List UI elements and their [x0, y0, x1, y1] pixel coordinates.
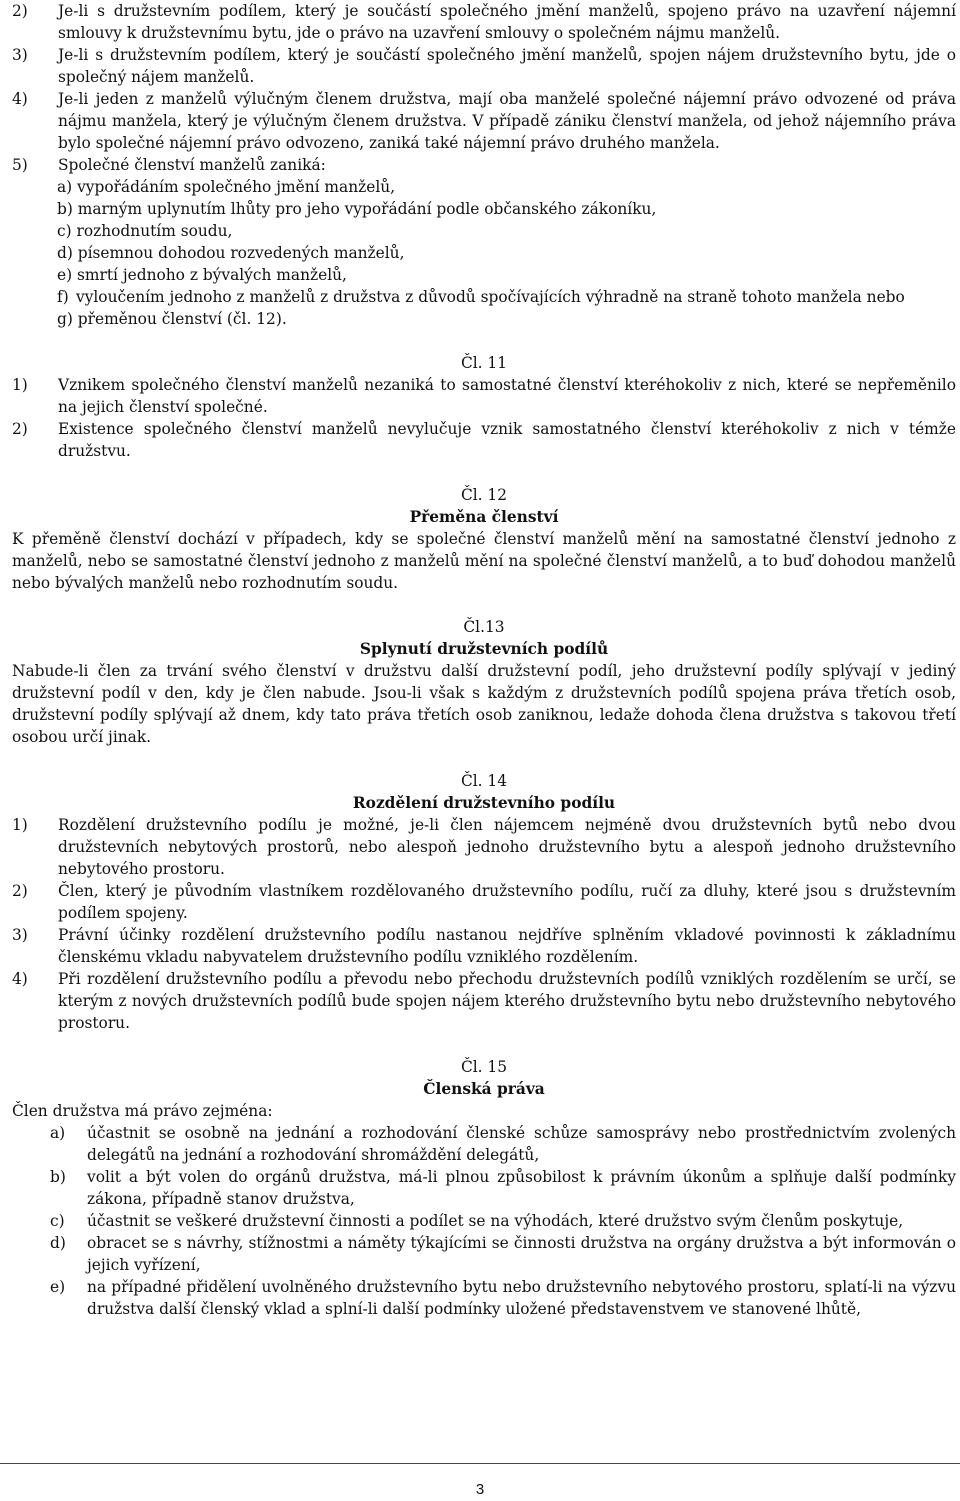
rights-label: a): [50, 1124, 66, 1142]
article-title: Rozdělení družstevního podílu: [352, 794, 616, 812]
item-number: 2): [12, 2, 28, 20]
sub-item-text: vyloučením jednoho z manželů z družstva z důvodů spočívajících výhradně na straně tohoto manžela nebo: [76, 288, 905, 306]
item-number: 4): [12, 970, 28, 988]
item-number: 2): [12, 882, 28, 900]
list-item: [12, 968, 956, 1034]
item-text: Vznikem společného členství manželů nezaniká to samostatné členství kteréhokoliv z nich, které se nepřeměnilo na jejich členství společné.: [58, 376, 956, 416]
rights-text: účastnit se veškeré družstevní činnosti a podílet se na výhodách, které družstvo svým členům poskytuje,: [87, 1212, 904, 1230]
list-item: [12, 418, 956, 462]
article-title: Přeměna členství: [409, 508, 559, 526]
item-number: 2): [12, 420, 28, 438]
list-item: [12, 880, 956, 924]
sub-item: b) marným uplynutím lhůty pro jeho vypořádání podle občanského zákoníku,: [57, 200, 657, 218]
rights-label: e): [50, 1278, 66, 1296]
list-item: [12, 924, 956, 968]
item-text: Existence společného členství manželů nevylučuje vznik samostatného členství kteréhokoliv z nich v témže družstvu.: [58, 420, 956, 460]
sub-item: d) písemnou dohodou rozvedených manželů,: [57, 244, 405, 262]
item-number: 3): [12, 926, 28, 944]
article-heading: Čl. 15: [460, 1058, 508, 1076]
list-item: [12, 88, 956, 154]
list-item: [12, 154, 956, 176]
article-title: Splynutí družstevních podílů: [359, 640, 609, 658]
list-item: [12, 44, 956, 88]
item-text: Společné členství manželů zaniká:: [58, 156, 326, 174]
sub-item: [12, 286, 956, 308]
article-heading: Čl. 11: [460, 354, 508, 372]
rights-item: [12, 1276, 956, 1320]
sub-item: a) vypořádáním společného jmění manželů,: [57, 178, 396, 196]
page-number: 3: [475, 1481, 485, 1498]
rights-item: [12, 1122, 956, 1166]
item-text: Člen, který je původním vlastníkem rozdělovaného družstevního podílu, ručí za dluhy, které jsou s družstevním podílem spojeny.: [58, 882, 956, 922]
article-heading: Čl. 12: [460, 486, 508, 504]
article-heading: Čl. 14: [460, 772, 508, 790]
rights-item: [12, 1210, 956, 1232]
item-text: Právní účinky rozdělení družstevního podílu nastanou nejdříve splněním vkladové povinnosti k základnímu členskému vkladu nabyvatelem družstevního podílu vzniklého rozdělením.: [58, 926, 956, 966]
paragraph: Nabude-li člen za trvání svého členství v družstvu další družstevní podíl, jeho družstevní podíly splývají v jediný družstevní podíl v den, kdy je člen nabude. Jsou-li však s každým z družstevních podílů spojena práva třetích osob, družstevní podíly splývají až dnem, kdy tato práva třetích osob zaniknou, ledaže dohoda člena družstva s takovou třetí osobou určí jinak.: [12, 662, 956, 746]
item-number: 1): [12, 816, 28, 834]
item-number: 5): [12, 156, 28, 174]
rights-text: volit a být volen do orgánů družstva, má-li plnou způsobilost k právním úkonům a splňuje další podmínky zákona, případně stanov družstva,: [87, 1168, 956, 1208]
sub-item: g) přeměnou členství (čl. 12).: [57, 310, 287, 328]
paragraph: Člen družstva má právo zejména:: [12, 1102, 273, 1120]
item-text: Je-li s družstevním podílem, který je součástí společného jmění manželů, spojen nájem družstevního bytu, jde o společný nájem manželů.: [58, 46, 956, 86]
item-text: Při rozdělení družstevního podílu a převodu nebo přechodu družstevních podílů vzniklých rozdělením se určí, se kterým z nových družstevních podílů bude spojen nájem kterého družstevního bytu nebo družstevního nebytového prostoru.: [58, 970, 956, 1032]
rights-label: c): [50, 1212, 65, 1230]
list-item: [12, 0, 956, 44]
sub-item: e) smrtí jednoho z bývalých manželů,: [57, 266, 347, 284]
rights-label: b): [50, 1168, 66, 1186]
rights-item: [12, 1166, 956, 1210]
paragraph: K přeměně členství dochází v případech, kdy se společné členství manželů mění na samostatné členství jednoho z manželů, nebo se samostatné členství jednoho z manželů mění na společné členství manželů, a to buď dohodou manželů nebo bývalých manželů nebo rozhodnutím soudu.: [12, 530, 956, 592]
rights-text: obracet se s návrhy, stížnostmi a náměty týkajícími se činnosti družstva na orgány družstva a být informován o jejich vyřízení,: [87, 1234, 956, 1274]
footer-divider: [0, 1463, 960, 1464]
item-number: 3): [12, 46, 28, 64]
item-text: Rozdělení družstevního podílu je možné, je-li člen nájemcem nejméně dvou družstevních bytů nebo dvou družstevních nebytových prostorů, nebo alespoň jednoho družstevního bytu a alespoň jednoho družstevního nebytového prostoru.: [58, 816, 956, 878]
sub-item-label: f): [57, 288, 69, 306]
rights-text: účastnit se osobně na jednání a rozhodování členské schůze samosprávy nebo prostřednictvím zvolených delegátů na jednání a rozhodování shromáždění delegátů,: [87, 1124, 956, 1164]
item-text: Je-li s družstevním podílem, který je součástí společného jmění manželů, spojeno právo na uzavření nájemní smlouvy k družstevnímu bytu, jde o právo na uzavření smlouvy o společném nájmu manželů.: [58, 2, 956, 42]
document-page: [12, 0, 956, 1320]
list-item: [12, 374, 956, 418]
list-item: [12, 814, 956, 880]
item-number: 4): [12, 90, 28, 108]
item-text: Je-li jeden z manželů výlučným členem družstva, mají oba manželé společné nájemní právo odvozené od práva nájmu manžela, který je výlučným členem družstva. V případě zániku členství manžela, od jehož nájemního práva bylo společné nájemní právo odvozeno, zaniká také nájemní právo druhého manžela.: [58, 90, 956, 152]
rights-item: [12, 1232, 956, 1276]
rights-label: d): [50, 1234, 66, 1252]
rights-text: na případné přidělení uvolněného družstevního bytu nebo družstevního nebytového prostoru, splatí-li na výzvu družstva další členský vklad a splní-li další podmínky uložené představenstvem ve stanovené lhůtě,: [87, 1278, 956, 1318]
article-title: Členská práva: [423, 1080, 545, 1098]
article-heading: Čl.13: [463, 618, 505, 636]
item-number: 1): [12, 376, 28, 394]
sub-item: c) rozhodnutím soudu,: [57, 222, 233, 240]
